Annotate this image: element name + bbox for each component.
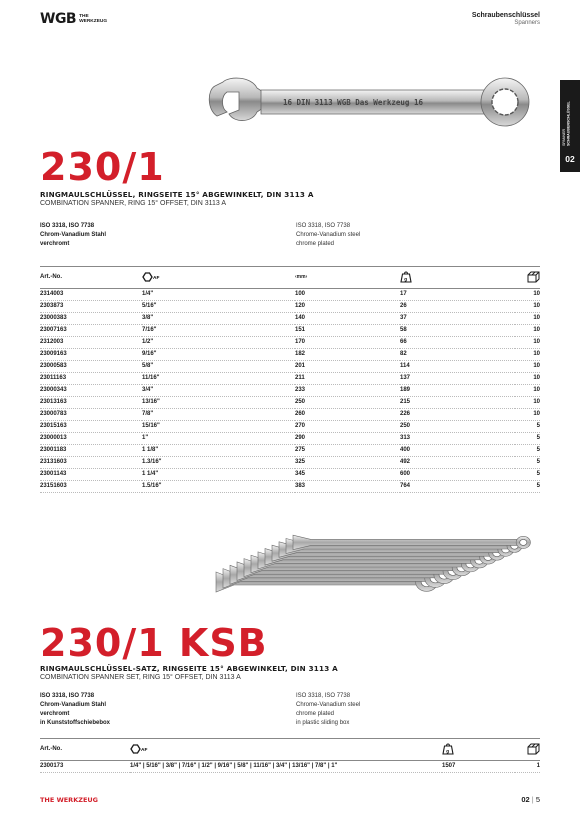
cell-af: 13/16" [142,399,160,405]
cell-weight: 313 [400,435,411,441]
logo-subtext [79,14,107,24]
cell-art-no: 23000583 [40,363,67,369]
chapter-number: 02 [565,154,575,164]
cell-pack: 5 [536,459,540,465]
weight-unit-label: g [446,748,450,754]
cell-weight: 189 [400,387,411,393]
col-header-pack [515,739,540,761]
cell-mm: 201 [295,363,306,369]
cell-af: 7/8" [142,411,154,417]
set-spec-list-en [296,692,360,728]
spec-de-item: ISO 3318, ISO 7738 [40,693,95,699]
cell-pack: 5 [536,423,540,429]
af-label: AF [153,275,160,281]
set-table [40,738,540,773]
cell-art-no: 23000383 [40,315,67,321]
cell-mm: 182 [295,351,306,357]
spanner-set-illustration [210,522,540,610]
table-row[interactable] [40,397,540,409]
mm-label: mm [296,274,306,280]
cell-art-no: 23015163 [40,423,67,429]
cell-pack: 5 [536,471,540,477]
cell-weight: 26 [400,303,407,309]
cell-art-no: 23000783 [40,411,67,417]
table-row[interactable] [40,385,540,397]
col-header-art-no: Art.-No. [40,739,130,761]
logo-mark: WGB [40,11,77,27]
wrench-size-icon [142,272,162,282]
set-spec-list-de [40,692,110,728]
cell-pack: 5 [536,435,540,441]
table-row[interactable] [40,313,540,325]
cell-weight: 37 [400,315,407,321]
chapter-tab[interactable] [560,80,580,172]
cell-af: 1" [142,435,149,441]
spec-en-item: in plastic sliding box [296,720,350,726]
logo-sub-line-1: THE [79,13,89,19]
table-row[interactable] [40,761,540,773]
logo-sub-line-2: WERKZEUG [79,19,108,24]
cell-af: 1/4" [142,291,154,297]
cell-pack: 10 [533,411,540,417]
weight-icon [400,271,412,283]
spanner-illustration [205,68,535,134]
combination-spanner-image [205,68,535,134]
col-header-weight [400,267,515,289]
cell-af: 3/4" [142,387,154,393]
table-row[interactable] [40,469,540,481]
page-header [472,12,540,26]
cell-af: 3/8" [142,315,154,321]
cell-af: 1 1/4" [142,471,159,477]
cell-art-no: 23007163 [40,327,67,333]
cell-weight: 600 [400,471,411,477]
cell-pack: 10 [533,327,540,333]
cell-pack: 10 [533,339,540,345]
cell-mm: 270 [295,423,306,429]
cell-pack: 10 [533,315,540,321]
table-row[interactable] [40,457,540,469]
chapter-tab-label [562,86,578,146]
chapter-tab-line-1: SPANNER [562,128,566,146]
cell-pack: 1 [536,763,540,769]
cell-pack: 10 [533,375,540,381]
category-title: Schraubenschlüssel [471,12,540,19]
cell-pack: 10 [533,363,540,369]
cell-weight: 492 [400,459,411,465]
cell-art-no: 23011163 [40,375,67,381]
cell-mm: 260 [295,411,306,417]
page-number [521,795,540,804]
col-header-af [142,267,295,289]
cell-art-no: 23013163 [40,399,67,405]
spec-en-item: chrome plated [296,711,335,717]
cell-weight: 250 [400,423,411,429]
col-header-pack [515,267,540,289]
set-title: 230/1 KSB [40,621,268,665]
cell-mm: 140 [295,315,306,321]
table-row[interactable] [40,373,540,385]
col-header-art-no: Art.-No. [40,267,142,289]
cell-af: 5/16" [142,303,157,309]
table-row[interactable] [40,325,540,337]
cell-mm: 233 [295,387,306,393]
spec-en-item: Chrome-Vanadium steel [296,702,361,708]
table-row[interactable] [40,481,540,493]
cell-art-no: 2303873 [40,303,64,309]
set-subtitle-de: RINGMAULSCHLÜSSEL-SATZ, RINGSEITE 15° ABGEWINKELT, DIN 3113 A [40,664,338,673]
cell-mm: 250 [295,399,306,405]
spec-de-item: in Kunststoffschiebebox [40,720,111,726]
cell-mm: 345 [295,471,306,477]
category-subtitle: Spanners [514,20,540,26]
product-table [40,266,540,493]
page-separator: | [531,795,534,804]
cell-weight: 58 [400,327,407,333]
table-header-row [40,267,540,289]
table-row[interactable] [40,337,540,349]
package-icon [527,743,540,755]
cell-af: 9/16" [142,351,157,357]
cell-pack: 10 [533,399,540,405]
spec-en-item: ISO 3318, ISO 7738 [296,223,351,229]
spec-en-item: ISO 3318, ISO 7738 [296,693,351,699]
cell-af: 7/16" [142,327,157,333]
package-icon [527,271,540,283]
cell-weight: 114 [400,363,410,369]
page-section: 02 [521,795,530,804]
chapter-tab-line-2: SCHRAUBENSCHLÜSSEL [566,101,571,146]
cell-af: 1.5/16" [142,483,162,489]
cell-weight: 400 [400,447,411,453]
spec-en-item: chrome plated [296,241,335,247]
cell-weight: 215 [400,399,411,405]
cell-af: 1 1/8" [142,447,159,453]
cell-art-no: 23001143 [40,471,67,477]
table-row[interactable] [40,409,540,421]
page-index: 5 [535,795,540,804]
cell-art-no: 2312003 [40,339,64,345]
cell-mm: 211 [295,375,305,381]
product-subtitle-en: COMBINATION SPANNER, RING 15° OFFSET, DIN 3113 A [40,200,227,207]
brand-logo [40,12,107,26]
cell-mm: 100 [295,291,306,297]
cell-mm: 383 [295,483,306,489]
cell-weight: 17 [400,291,407,297]
cell-weight: 764 [400,483,411,489]
table-row[interactable] [40,349,540,361]
cell-art-no: 23001183 [40,447,67,453]
spec-list-de [40,222,106,249]
cell-art-no: 23151603 [40,483,67,489]
cell-sizes: 1/4" | 5/16" | 3/8" | 7/16" | 1/2" | 9/16" | 5/8" | 11/16" | 3/4" | 13/16" | 7/8" | 1" [130,763,338,769]
cell-mm: 325 [295,459,306,465]
spec-de-item: ISO 3318, ISO 7738 [40,223,95,229]
spec-en-item: Chrome-Vanadium steel [296,232,361,238]
cell-art-no: 23009163 [40,351,67,357]
cell-art-no: 23131603 [40,459,67,465]
cell-pack: 10 [533,387,540,393]
cell-weight: 1507 [442,763,456,769]
cell-af: 5/8" [142,363,154,369]
cell-weight: 66 [400,339,407,345]
spanner-set-image [210,522,540,610]
table-row[interactable] [40,445,540,457]
table-row[interactable] [40,289,540,301]
cell-pack: 5 [536,483,540,489]
cell-pack: 10 [533,351,540,357]
cell-af: 1.3/16" [142,459,162,465]
footer-brand: THE WERKZEUG [40,796,98,804]
cell-mm: 275 [295,447,306,453]
weight-icon [442,743,454,755]
col-header-mm [295,267,400,289]
af-label: AF [141,747,148,753]
cell-af: 11/16" [142,375,160,381]
cell-weight: 82 [400,351,407,357]
table-row[interactable] [40,361,540,373]
spec-list-en [296,222,360,249]
spec-de-item: verchromt [40,241,70,247]
cell-mm: 120 [295,303,306,309]
cell-af: 15/16" [142,423,160,429]
cell-mm: 290 [295,435,306,441]
wrench-size-icon [130,744,150,754]
length-mm-icon: ‹mm› [295,274,308,280]
spec-de-item: Chrom-Vanadium Stahl [40,702,107,708]
cell-mm: 170 [295,339,306,345]
cell-weight: 137 [400,375,411,381]
spec-de-item: verchromt [40,711,70,717]
cell-mm: 151 [295,327,306,333]
cell-pack: 10 [533,303,540,309]
cell-art-no: 23000343 [40,387,67,393]
cell-weight: 226 [400,411,411,417]
table-row[interactable] [40,433,540,445]
spec-de-item: Chrom-Vanadium Stahl [40,232,107,238]
set-subtitle-en: COMBINATION SPANNER SET, RING 15° OFFSET, DIN 3113 A [40,674,241,681]
cell-pack: 10 [533,291,540,297]
cell-art-no: 23000013 [40,435,67,441]
product-title: 230/1 [40,145,165,189]
cell-pack: 5 [536,447,540,453]
cell-art-no: 2314003 [40,291,64,297]
cell-af: 1/2" [142,339,154,345]
table-row[interactable] [40,421,540,433]
table-header-row [40,739,540,761]
col-header-weight [442,739,515,761]
col-header-af [130,739,442,761]
table-row[interactable] [40,301,540,313]
weight-unit-label: g [404,276,408,282]
spanner-engraving: 16 DIN 3113 WGB Das Werkzeug 16 [283,98,423,107]
cell-art-no: 2300173 [40,763,64,769]
product-subtitle-de: RINGMAULSCHLÜSSEL, RINGSEITE 15° ABGEWINKELT, DIN 3113 A [40,190,314,199]
